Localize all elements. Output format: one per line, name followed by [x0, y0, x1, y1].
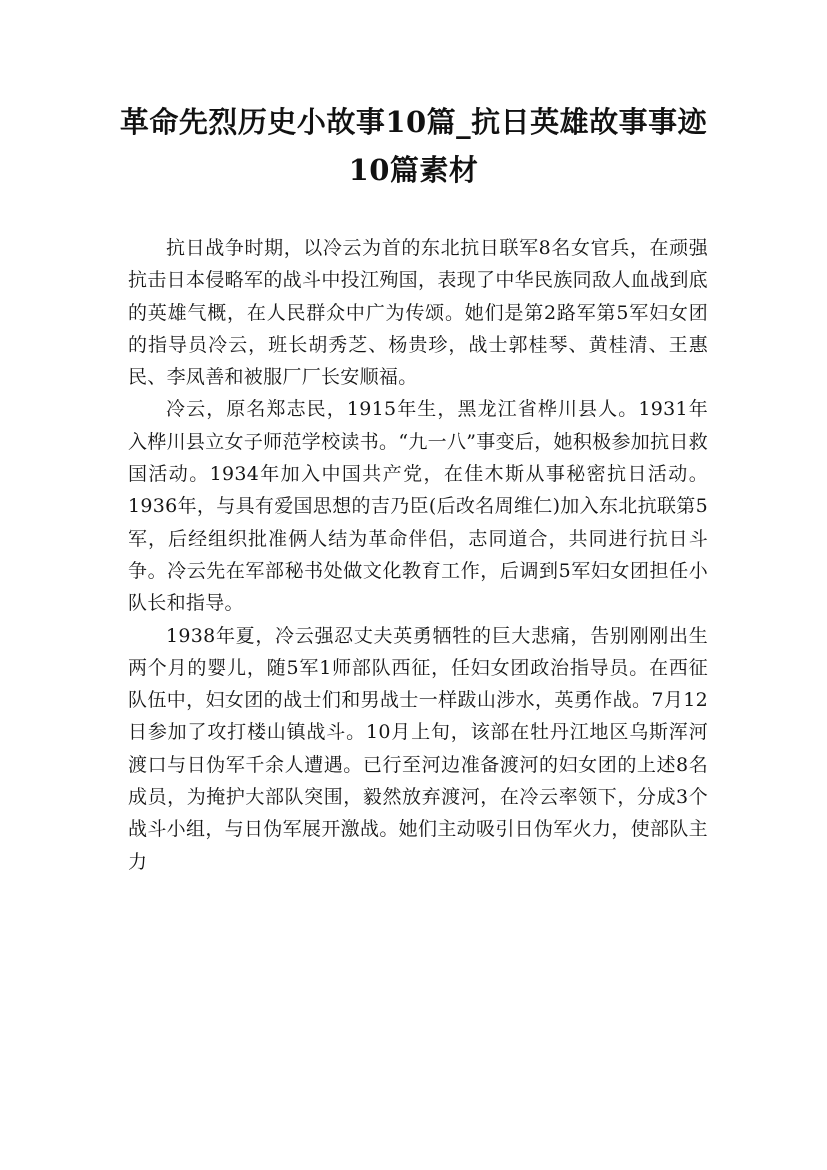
paragraph-biography: 冷云，原名郑志民，1915年生，黑龙江省桦川县人。1931年入桦川县立女子师范学校读书。“九一八”事变后，她积极参加抗日救国活动。1934年加入中国共产党，在佳木斯从事秘密抗日活动。1936年，与具有爱国思想的吉乃臣(后改名周维仁)加入东北抗联第5军，后经组织批准俩人结为革命伴侣，志同道合，共同进行抗日斗争。冷云先在军部秘书处做文化教育工作，后调到5军妇女团担任小队长和指导。 [128, 398, 708, 615]
paragraph-battle: 1938年夏，冷云强忍丈夫英勇牺牲的巨大悲痛，告别刚刚出生两个月的婴儿，随5军1师部队西征，任妇女团政治指导员。在西征队伍中，妇女团的战士们和男战士一样跋山涉水，英勇作战。7月12日参加了攻打楼山镇战斗。10月上旬，该部在牡丹江地区乌斯浑河渡口与日伪军千余人遭遇。已行至河边准备渡河的妇女团的上述8名成员，为掩护大部队突围，毅然放弃渡河，在冷云率领下，分成3个战斗小组，与日伪军展开激战。她们主动吸引日伪军火力，使部队主力 [128, 624, 708, 873]
document-title: 革命先烈历史小故事10篇_抗日英雄故事事迹10篇素材 [119, 105, 708, 187]
paragraph-intro: 抗日战争时期，以冷云为首的东北抗日联军8名女官兵，在顽强抗击日本侵略军的战斗中投江殉国，表现了中华民族同敌人血战到底的英雄气概，在人民群众中广为传颂。她们是第2路军第5军妇女团的指导员冷云，班长胡秀芝、杨贵珍，战士郭桂琴、黄桂清、王惠民、李凤善和被服厂厂长安顺福。 [128, 237, 708, 389]
document-body [128, 232, 708, 878]
